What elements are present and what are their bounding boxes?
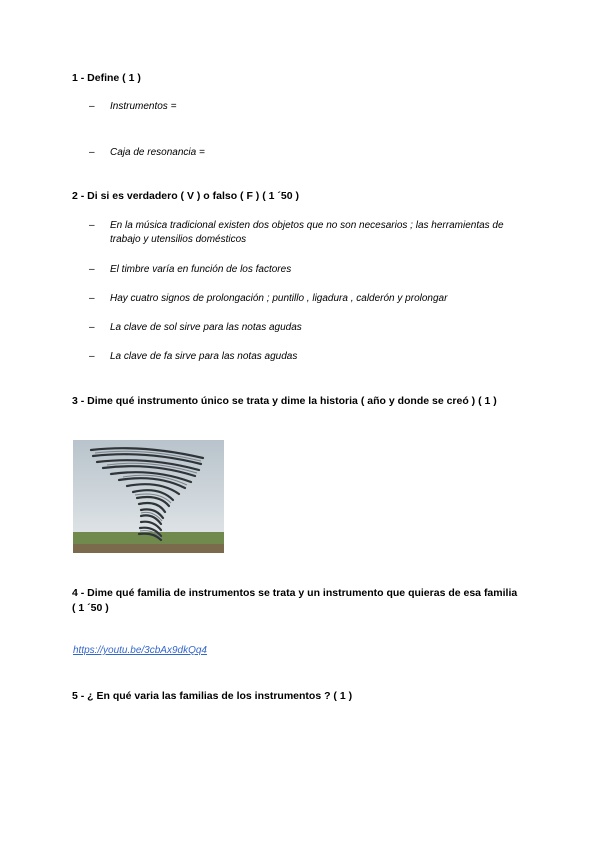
q2-item [89,263,519,277]
q2-item [89,350,519,364]
bullet-dash: – [89,351,95,362]
bullet-dash: – [89,220,95,231]
question-1-title: 1 - Define ( 1 ) [72,72,141,84]
youtube-link[interactable]: https://youtu.be/3cbAx9dkQq4 [73,645,207,656]
q1-item-text: Instrumentos = [110,101,177,112]
q2-item [89,219,519,247]
q1-item [89,146,519,160]
q2-item-text: La clave de sol sirve para las notas agudas [110,322,302,333]
question-4-title: 4 - Dime qué familia de instrumentos se trata y un instrumento que quieras de esa familia ( 1 ´50 ) [72,587,518,614]
q2-item-text: La clave de fa sirve para las notas agudas [110,351,298,362]
bullet-dash: – [89,322,95,333]
bullet-dash: – [89,293,95,304]
q2-item-text: Hay cuatro signos de prolongación ; puntillo , ligadura , calderón y prolongar [110,293,448,304]
bullet-dash: – [89,101,95,112]
q2-item-text: En la música tradicional existen dos objetos que no son necesarios ; las herramientas de trabajo y utensilios domésticos [110,220,504,245]
bullet-dash: – [89,264,95,275]
q2-item [89,321,519,335]
q2-item [89,292,519,306]
question-5-title: 5 - ¿ En qué varia las familias de los instrumentos ? ( 1 ) [72,690,353,702]
q1-item [89,100,519,114]
q1-item-text: Caja de resonancia = [110,147,205,158]
sculpture-illustration [73,440,224,553]
bullet-dash: – [89,147,95,158]
question-3-title: 3 - Dime qué instrumento único se trata y dime la historia ( año y donde se creó ) ( 1 ) [72,395,497,407]
singing-ringing-tree-photo [73,440,224,553]
q2-item-text: El timbre varía en función de los factores [110,264,292,275]
ground [73,544,224,553]
question-2-title: 2 - Di si es verdadero ( V ) o falso ( F ) ( 1 ´50 ) [72,190,299,202]
